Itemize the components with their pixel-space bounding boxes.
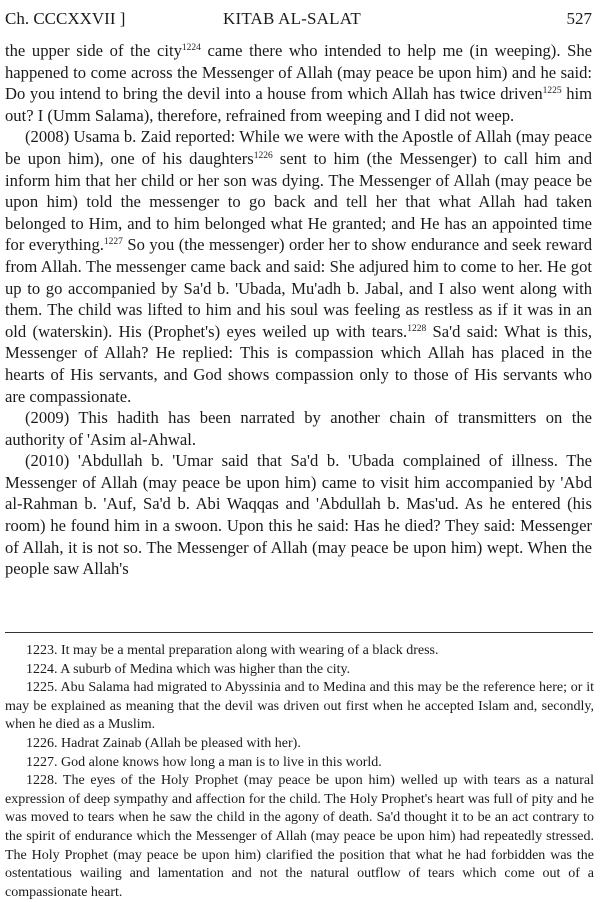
- footnote-ref: 1227: [103, 237, 123, 248]
- footnote-ref: 1226: [253, 150, 273, 161]
- footnote-ref: 1224: [181, 43, 201, 53]
- footnote-1227: 1227. God alone knows how long a man is to live in this world.: [26, 754, 382, 770]
- chapter-label: Ch. CCCXXVII ]: [5, 9, 126, 28]
- text-run: came there who intended to help me (in weeping). She happened to come across the Messenger of Allah (may peace be upon him) and he said: Do you intend to bring the devil into a house from which Allah has twice driven: [5, 41, 592, 104]
- text-run: (2008) Usama b. Zaid reported: While we were with the Apostle of Allah (may peace be upon him), one of his daughters: [5, 127, 592, 168]
- footnotes: [5, 642, 594, 902]
- main-text: [5, 40, 592, 580]
- text-run: (2010) 'Abdullah b. 'Umar said that Sa'd b. 'Ubada complained of illness. The Messenger of Allah (may peace be upon him) came to visit him accompanied by 'Abd al-Rahman b. 'Auf, Sa'd b. Abi Waqqas and 'Abdullah b. Mas'ud. As he entered (his room) he found him in a swoon. Upon this he said: Has he died? They said: Messenger of Allah, it is not so. The Messenger of Allah (may peace be upon him) wept. When the people saw Allah's: [5, 451, 592, 579]
- text-run: (2009) This hadith has been narrated by another chain of transmitters on the authority of 'Asim al-Ahwal.: [5, 408, 592, 449]
- text-run: Sa'd said: What is this, Messenger of Allah? He replied: This is compassion which Allah has placed in the hearts of His servants, and God shows compassion only to those of His servants who are compassionate.: [5, 321, 592, 406]
- footnote-1224: 1224. A suburb of Medina which was higher than the city.: [26, 661, 351, 677]
- text-run: the upper side of the city: [5, 41, 182, 60]
- hadith-2009: [5, 407, 592, 450]
- running-header: [5, 6, 592, 32]
- page-number: 527: [566, 9, 592, 28]
- text-run: sent to him (the Messenger) to call him and inform him that her child or her son was dying. The Messenger of Allah (may peace be upon him) told the messenger to go back and tell her that what Allah had taken belonged to Him, and to him belonged what He granted; and He has an appointed time for everything.: [5, 148, 592, 255]
- footnote-ref: 1228: [407, 323, 427, 334]
- footnote-1226: 1226. Hadrat Zainab (Allah be pleased with her).: [26, 735, 301, 751]
- paragraph-continuation: [5, 40, 592, 126]
- footnote-1228: 1228. The eyes of the Holy Prophet (may peace be upon him) welled up with tears as a natural expression of deep sympathy and affection for the child. The Holy Prophet's heart was full of pity and he was moved to tears when he saw the child in the agony of death. Sa'd thought it to be an act contrary to the spirit of endurance which the Messenger of Allah (may peace be upon him) had repeatedly stressed. The Holy Prophet (may peace be upon him) clarified the position that what he had forbidden was the ostentatious wailing and lamentation and not the natural outflow of tears which come out of a compassionate heart.: [5, 773, 594, 900]
- hadith-2008: [5, 126, 592, 407]
- footnote-divider: [5, 632, 593, 633]
- book-title: KITAB AL-SALAT: [223, 9, 361, 28]
- footnote-1225: 1225. Abu Salama had migrated to Abyssinia and to Medina and this may be the reference here; or it may be explained as meaning that the devil was driven out first when he accepted Islam and, secondly, when he died as a Muslim.: [5, 680, 594, 733]
- text-run: him out? I (Umm Salama), therefore, refrained from weeping and I did not weep.: [5, 84, 593, 125]
- hadith-2010: [5, 450, 592, 580]
- text-run: So you (the messenger) order her to show endurance and seek reward from Allah. The messenger came back and said: She adjured him to come to her. He got up to go accompanied by Sa'd b. 'Ubada, Mu'adh b. Jabal, and I also went along with them. The child was lifted to him and his soul was feeling as restless as if it was in an old (waterskin). His (Prophet's) eyes weiled up with tears.: [5, 235, 592, 341]
- footnote-ref: 1225: [542, 86, 562, 97]
- footnote-1223: 1223. It may be a mental preparation along with wearing of a black dress.: [26, 643, 439, 658]
